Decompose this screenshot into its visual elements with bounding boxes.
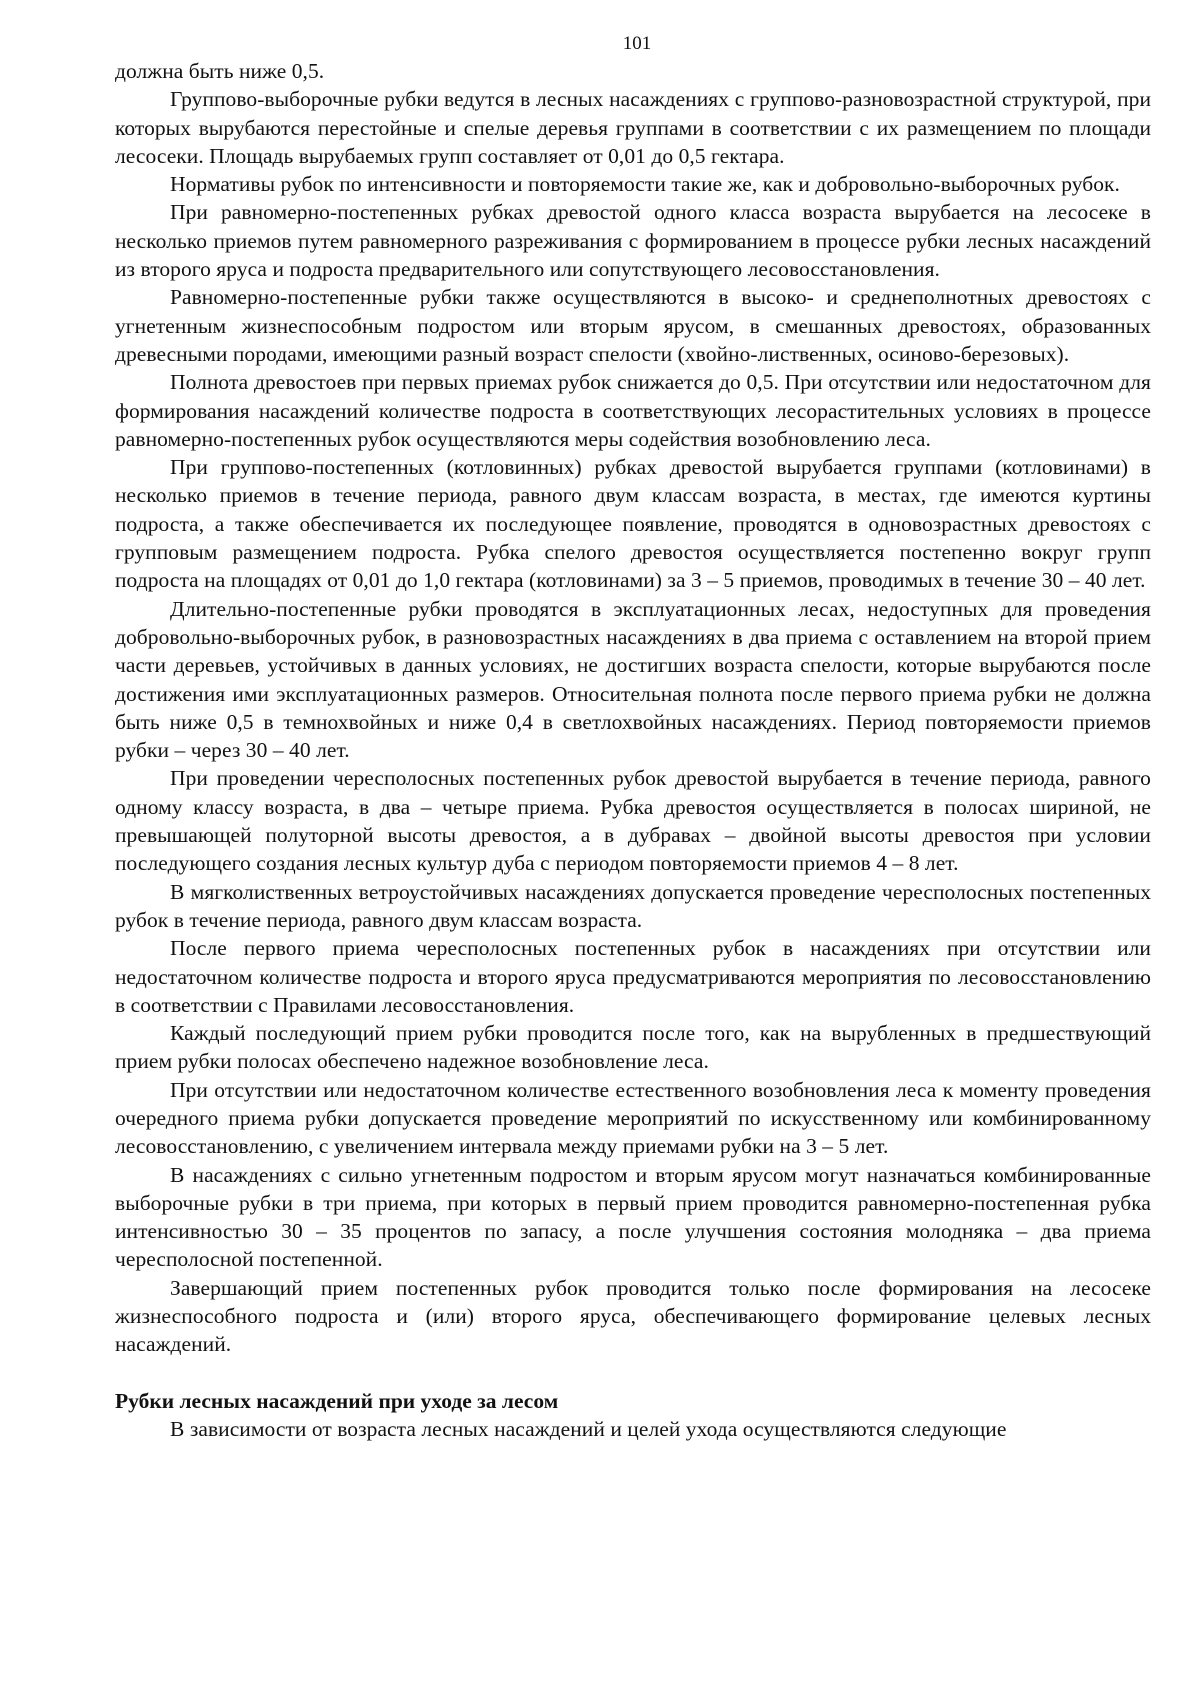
paragraph-continuation: должна быть ниже 0,5. (115, 59, 325, 83)
paragraph-softwood-stands: В мягколиственных ветроустойчивых насаждениях допускается проведение чересполосных постепенных рубок в течение периода, равного двум классам возраста. (115, 879, 1151, 932)
paragraph-subsequent-stage: Каждый последующий прием рубки проводится после того, как на вырубленных в предшествующий прием рубки полосах обеспечено надежное возобновление леса. (115, 1021, 1151, 1074)
paragraph-strip-cutting: При проведении чересполосных постепенных рубок древостой вырубается в течение периода, равного одному классу возраста, в два – четыре приема. Рубка древостоя осуществляется в полосах шириной, не превышающей полуторной высоты древостоя, а в дубравах – двойной высоты древостоя при условии последующего создания лесных культур дуба с периодом повторяемости приемов 4 – 8 лет. (115, 766, 1151, 876)
paragraph-section-intro: В зависимости от возраста лесных насаждений и целей ухода осуществляются следующие (170, 1416, 1007, 1441)
paragraph-group-selective-cutting: Группово-выборочные рубки ведутся в лесных насаждениях с группово-разновозрастной структурой, при которых вырубаются перестойные и спелые деревья группами в соответствии с их размещением по площади лесосеки. Площадь вырубаемых групп составляет от 0,01 до 0,5 гектара. (115, 87, 1151, 168)
paragraph-group-gradual-cutting: При группово-постепенных (котловинных) рубках древостой вырубается группами (котловинами) в несколько приемов в течение периода, равного двум классам возраста, в местах, где имеются куртины подроста, а также обеспечивается их последующее появление, проводятся в одновозрастных древостоях с групповым размещением подроста. Рубка спелого древостоя осуществляется постепенно вокруг групп подроста на площадях от 0,01 до 1,0 гектара (котловинами) за 3 – 5 приемов, проводимых в течение 30 – 40 лет. (115, 455, 1151, 593)
paragraph-final-stage: Завершающий прием постепенных рубок проводится только после формирования на лесосеке жизнеспособного подроста и (или) второго яруса, обеспечивающего формирование целевых лесных насаждений. (115, 1275, 1151, 1357)
section-heading: Рубки лесных насаждений при уходе за лесом (115, 1388, 559, 1413)
document-page (115, 33, 1151, 1443)
page-number: 101 (622, 33, 652, 54)
paragraph-combined-cutting: В насаждениях с сильно угнетенным подростом и вторым ярусом могут назначаться комбинированные выборочные рубки в три приема, при которых в первый прием проводится равномерно-постепенная рубка интенсивностью 30 – 35 процентов по запасу, а после улучшения состояния молодняка – два приема чересполосной постепенной. (115, 1162, 1151, 1272)
paragraph-long-gradual-cutting: Длительно-постепенные рубки проводятся в эксплуатационных лесах, недоступных для проведения добровольно-выборочных рубок, в разновозрастных насаждениях в два приема с оставлением на второй прием части деревьев, устойчивых в данных условиях, не достигших возраста спелости, которые вырубаются после достижения ими эксплуатационных размеров. Относительная полнота после первого приема рубки не должна быть ниже 0,5 в темнохвойных и ниже 0,4 в светлохвойных насаждениях. Период повторяемости приемов рубки – через 30 – 40 лет. (115, 596, 1151, 763)
paragraph-first-strip-stage: После первого приема чересполосных постепенных рубок в насаждениях при отсутствии или недостаточном количестве подроста и второго яруса предусматриваются мероприятия по лесовосстановлению в соответствии с Правилами лесовосстановления. (115, 936, 1151, 1017)
paragraph-artificial-regeneration: При отсутствии или недостаточном количестве естественного возобновления леса к моменту проведения очередного приема рубки допускается проведение мероприятий по искусственному или комбинированному лесовосстановлению, с увеличением интервала между приемами рубки на 3 – 5 лет. (115, 1077, 1151, 1159)
paragraph-uniform-gradual-stands: Равномерно-постепенные рубки также осуществляются в высоко- и среднеполнотных древостоях с угнетенным жизнеспособным подростом или вторым ярусом, в смешанных древостоях, образованных древесными породами, имеющими разный возраст спелости (хвойно-лиственных, осиново-березовых). (115, 285, 1151, 366)
paragraph-cutting-norms: Нормативы рубок по интенсивности и повторяемости такие же, как и добровольно-выборочных рубок. (170, 172, 1120, 197)
paragraph-uniform-gradual-cutting: При равномерно-постепенных рубках древостой одного класса возраста вырубается на лесосеке в несколько приемов путем равномерного разреживания с формированием в процессе рубки лесных насаждений из второго яруса и подроста предварительного или сопутствующего лесовосстановления. (115, 200, 1151, 282)
paragraph-stand-density: Полнота древостоев при первых приемах рубок снижается до 0,5. При отсутствии или недостаточном для формирования насаждений количестве подроста в соответствующих лесорастительных условиях в процессе равномерно-постепенных рубок осуществляются меры содействия возобновлению леса. (115, 370, 1151, 451)
